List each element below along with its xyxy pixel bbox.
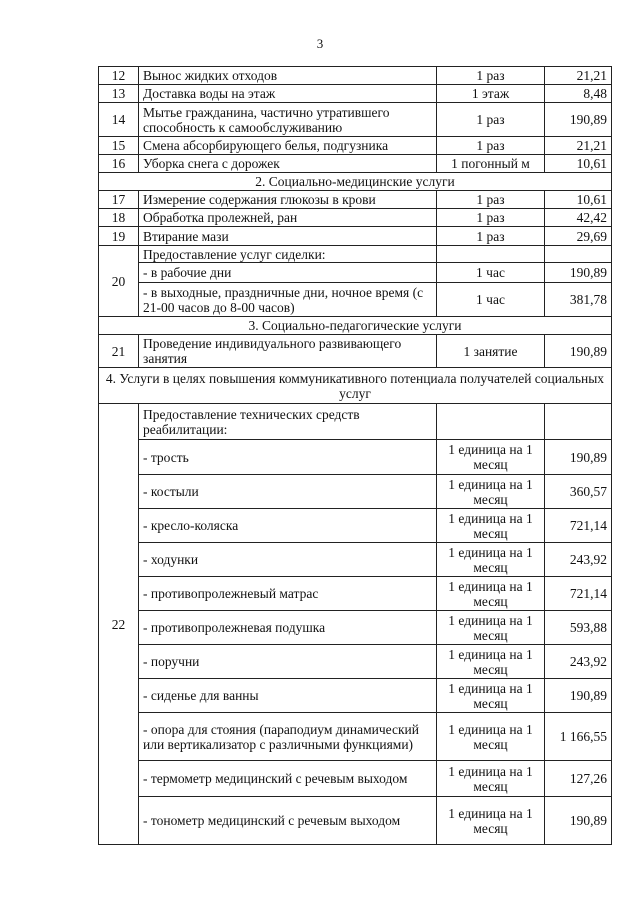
table-subrow xyxy=(99,577,612,611)
table-subrow xyxy=(99,645,612,679)
table-subrow xyxy=(99,797,612,845)
subitem-name: - сиденье для ванны xyxy=(139,679,437,713)
tariff-table xyxy=(98,66,612,845)
subitem-unit: 1 единица на 1 месяц xyxy=(437,645,545,679)
subitem-price: 360,57 xyxy=(545,475,612,509)
subitem-name: - в выходные, праздничные дни, ночное время (с 21-00 часов до 8-00 часов) xyxy=(139,283,437,317)
subitem-unit: 1 единица на 1 месяц xyxy=(437,440,545,475)
row-number: 17 xyxy=(99,191,139,209)
subitem-name: - кресло-коляска xyxy=(139,509,437,543)
section-title: 4. Услуги в целях повышения коммуникативного потенциала получателей социальных услуг xyxy=(99,368,612,404)
subitem-name: - тонометр медицинский с речевым выходом xyxy=(139,797,437,845)
section-header-row xyxy=(99,173,612,191)
service-unit: 1 раз xyxy=(437,209,545,227)
service-unit xyxy=(437,246,545,263)
subitem-name: - термометр медицинский с речевым выходом xyxy=(139,761,437,797)
service-name: Предоставление технических средств реабилитации: xyxy=(139,404,437,440)
service-name: Вынос жидких отходов xyxy=(139,67,437,85)
subitem-price: 127,26 xyxy=(545,761,612,797)
table-row xyxy=(99,67,612,85)
subitem-name: - поручни xyxy=(139,645,437,679)
service-unit: 1 погонный м xyxy=(437,155,545,173)
subitem-price: 243,92 xyxy=(545,645,612,679)
table-row xyxy=(99,246,612,263)
row-number: 22 xyxy=(99,404,139,845)
section-title: 2. Социально-медицинские услуги xyxy=(99,173,612,191)
service-price: 42,42 xyxy=(545,209,612,227)
service-unit: 1 раз xyxy=(437,227,545,246)
table-subrow xyxy=(99,440,612,475)
subitem-unit: 1 единица на 1 месяц xyxy=(437,679,545,713)
subitem-name: - трость xyxy=(139,440,437,475)
table-row xyxy=(99,335,612,368)
table-subrow xyxy=(99,543,612,577)
subitem-price: 721,14 xyxy=(545,509,612,543)
subitem-price: 381,78 xyxy=(545,283,612,317)
row-number: 16 xyxy=(99,155,139,173)
table-subrow xyxy=(99,713,612,761)
subitem-unit: 1 единица на 1 месяц xyxy=(437,761,545,797)
subitem-price: 190,89 xyxy=(545,440,612,475)
subitem-name: - опора для стояния (параподиум динамический или вертикализатор с различными функциями) xyxy=(139,713,437,761)
row-number: 14 xyxy=(99,103,139,137)
service-price: 190,89 xyxy=(545,335,612,368)
service-name: Уборка снега с дорожек xyxy=(139,155,437,173)
table-row xyxy=(99,227,612,246)
subitem-unit: 1 час xyxy=(437,263,545,283)
subitem-name: - противопролежневый матрас xyxy=(139,577,437,611)
table-subrow xyxy=(99,761,612,797)
subitem-name: - ходунки xyxy=(139,543,437,577)
service-name: Измерение содержания глюкозы в крови xyxy=(139,191,437,209)
table-row xyxy=(99,209,612,227)
service-price: 21,21 xyxy=(545,67,612,85)
table-subrow xyxy=(99,679,612,713)
table-row xyxy=(99,191,612,209)
subitem-price: 721,14 xyxy=(545,577,612,611)
subitem-unit: 1 единица на 1 месяц xyxy=(437,713,545,761)
subitem-unit: 1 единица на 1 месяц xyxy=(437,577,545,611)
subitem-unit: 1 единица на 1 месяц xyxy=(437,509,545,543)
subitem-name: - костыли xyxy=(139,475,437,509)
service-name: Проведение индивидуального развивающего занятия xyxy=(139,335,437,368)
row-number: 18 xyxy=(99,209,139,227)
subitem-unit: 1 единица на 1 месяц xyxy=(437,543,545,577)
table-subrow xyxy=(99,509,612,543)
table-subrow xyxy=(99,475,612,509)
row-number: 13 xyxy=(99,85,139,103)
table-row xyxy=(99,85,612,103)
service-unit: 1 занятие xyxy=(437,335,545,368)
service-price: 29,69 xyxy=(545,227,612,246)
service-unit xyxy=(437,404,545,440)
service-price: 10,61 xyxy=(545,191,612,209)
subitem-unit: 1 единица на 1 месяц xyxy=(437,797,545,845)
subitem-price: 190,89 xyxy=(545,679,612,713)
subitem-unit: 1 единица на 1 месяц xyxy=(437,475,545,509)
table-row xyxy=(99,103,612,137)
table-subrow xyxy=(99,283,612,317)
service-unit: 1 раз xyxy=(437,103,545,137)
subitem-unit: 1 единица на 1 месяц xyxy=(437,611,545,645)
service-name: Доставка воды на этаж xyxy=(139,85,437,103)
section-header-row xyxy=(99,368,612,404)
service-name: Предоставление услуг сиделки: xyxy=(139,246,437,263)
row-number: 19 xyxy=(99,227,139,246)
service-name: Втирание мази xyxy=(139,227,437,246)
service-name: Смена абсорбирующего белья, подгузника xyxy=(139,137,437,155)
service-price: 8,48 xyxy=(545,85,612,103)
service-name: Обработка пролежней, ран xyxy=(139,209,437,227)
table-row xyxy=(99,155,612,173)
service-name: Мытье гражданина, частично утратившего способность к самообслуживанию xyxy=(139,103,437,137)
service-unit: 1 раз xyxy=(437,137,545,155)
table-row xyxy=(99,137,612,155)
service-price xyxy=(545,246,612,263)
service-unit: 1 этаж xyxy=(437,85,545,103)
table-subrow xyxy=(99,263,612,283)
table-row xyxy=(99,404,612,440)
service-unit: 1 раз xyxy=(437,191,545,209)
service-price: 21,21 xyxy=(545,137,612,155)
table-subrow xyxy=(99,611,612,645)
row-number: 15 xyxy=(99,137,139,155)
row-number: 20 xyxy=(99,246,139,317)
subitem-name: - в рабочие дни xyxy=(139,263,437,283)
subitem-price: 1 166,55 xyxy=(545,713,612,761)
subitem-price: 190,89 xyxy=(545,263,612,283)
section-title: 3. Социально-педагогические услуги xyxy=(99,317,612,335)
row-number: 12 xyxy=(99,67,139,85)
subitem-price: 593,88 xyxy=(545,611,612,645)
subitem-name: - противопролежневая подушка xyxy=(139,611,437,645)
section-header-row xyxy=(99,317,612,335)
service-price: 10,61 xyxy=(545,155,612,173)
subitem-price: 243,92 xyxy=(545,543,612,577)
subitem-price: 190,89 xyxy=(545,797,612,845)
page-number: 3 xyxy=(316,36,324,51)
subitem-unit: 1 час xyxy=(437,283,545,317)
service-price: 190,89 xyxy=(545,103,612,137)
service-price xyxy=(545,404,612,440)
row-number: 21 xyxy=(99,335,139,368)
service-unit: 1 раз xyxy=(437,67,545,85)
